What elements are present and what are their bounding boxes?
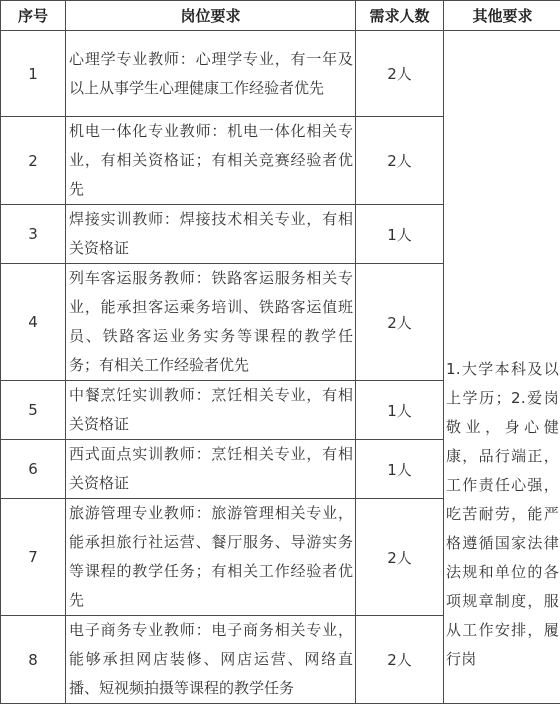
row-headcount: 2人: [356, 117, 444, 205]
table-row: [1, 31, 560, 117]
row-requirement: 心理学专业教师：心理学专业，有一年及以上从事学生心理健康工作经验者优先: [66, 31, 356, 117]
row-requirement: 旅游管理专业教师：旅游管理相关专业，能承担旅行社运营、餐厅服务、导游实务等课程的教学任务；有相关工作经验者优先: [66, 499, 356, 616]
row-headcount: 1人: [356, 205, 444, 264]
other-requirements-cell: 1.大学本科及以上学历；2.爱岗敬业，身心健康，品行端正，工作责任心强，吃苦耐劳，能严格遵循国家法律法规和单位的各项规章制度，服从工作安排，履行岗: [444, 31, 560, 704]
row-number: 7: [1, 499, 66, 616]
row-headcount: 2人: [356, 264, 444, 381]
row-requirement: 机电一体化专业教师：机电一体化相关专业，有相关资格证；有相关竞赛经验者优先: [66, 117, 356, 205]
row-number: 2: [1, 117, 66, 205]
row-headcount: 2人: [356, 616, 444, 704]
row-headcount: 1人: [356, 381, 444, 440]
header-headcount: 需求人数: [356, 1, 444, 31]
row-number: 6: [1, 440, 66, 499]
row-requirement: 电子商务专业教师：电子商务相关专业，能够承担网店装修、网店运营、网络直播、短视频拍摄等课程的教学任务: [66, 616, 356, 704]
header-other-requirements: 其他要求: [444, 1, 560, 31]
row-headcount: 1人: [356, 440, 444, 499]
row-number: 5: [1, 381, 66, 440]
row-number: 3: [1, 205, 66, 264]
row-requirement: 列车客运服务教师：铁路客运服务相关专业，能承担客运乘务培训、铁路客运值班员、铁路客运业务实务等课程的教学任务；有相关工作经验者优先: [66, 264, 356, 381]
row-number: 8: [1, 616, 66, 704]
row-requirement: 中餐烹饪实训教师：烹饪相关专业，有相关资格证: [66, 381, 356, 440]
row-number: 4: [1, 264, 66, 381]
row-requirement: 西式面点实训教师：烹饪相关专业，有相关资格证: [66, 440, 356, 499]
header-job-requirement: 岗位要求: [66, 1, 356, 31]
row-headcount: 2人: [356, 31, 444, 117]
row-requirement: 焊接实训教师：焊接技术相关专业，有相关资格证: [66, 205, 356, 264]
row-headcount: 2人: [356, 499, 444, 616]
header-number: 序号: [1, 1, 66, 31]
table-header-row: [1, 1, 560, 31]
row-number: 1: [1, 31, 66, 117]
